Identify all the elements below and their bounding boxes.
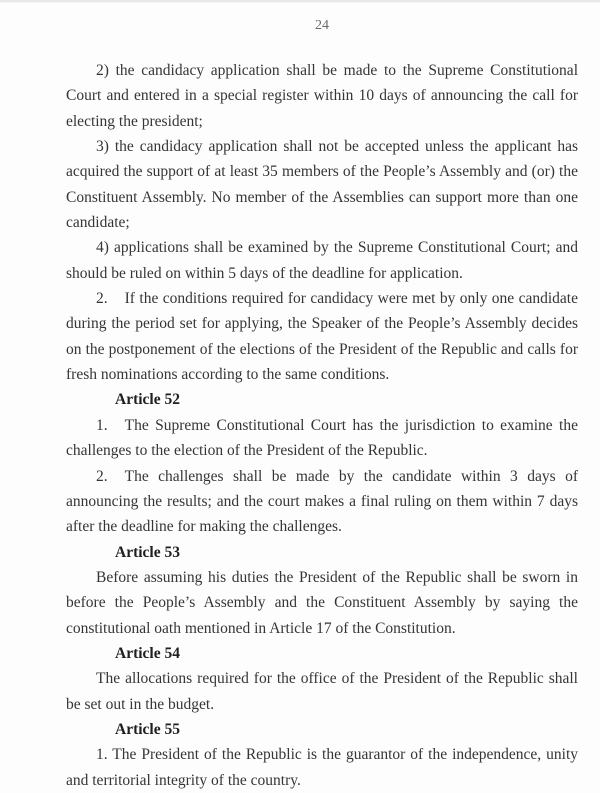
paragraph-number: 2. <box>96 467 108 485</box>
paragraph-number: 2. <box>96 290 108 308</box>
document-body <box>66 58 578 793</box>
page-top-edge-divider <box>0 0 600 3</box>
page-number: 24 <box>315 18 329 33</box>
article-heading: Article 52 <box>115 391 180 409</box>
paragraph: 3) the candidacy application shall not be accepted unless the applicant has acquired the support of at least 35 members of the People’s Assembly and (or) the Constituent Assembly. No member of the Assemblies can support more than one candidate; <box>66 138 578 232</box>
paragraph <box>66 413 578 464</box>
paragraph: 4) applications shall be examined by the Supreme Constitutional Court; and should be ruled on within 5 days of the deadline for application. <box>66 239 578 282</box>
paragraph: Before assuming his duties the President of the Republic shall be sworn in before the People’s Assembly and the Constituent Assembly by saying the constitutional oath mentioned in Article 17 of the Constitution. <box>66 568 578 637</box>
article-heading: Article 54 <box>115 644 180 662</box>
paragraph-text: If the conditions required for candidacy were met by only one candidate during the period set for applying, the Speaker of the People’s Assembly decides on the postponement of the elections of the President of the Republic and calls for fresh nominations according to the same conditions. <box>66 290 578 384</box>
paragraph-text: The challenges shall be made by the candidate within 3 days of announcing the results; and the court makes a final ruling on them within 7 days after the deadline for making the challenges. <box>66 467 578 536</box>
paragraph: The allocations required for the office of the President of the Republic shall be set out in the budget. <box>66 670 578 713</box>
paragraph <box>66 464 578 540</box>
paragraph: 2) the candidacy application shall be made to the Supreme Constitutional Court and entered in a special register within 10 days of announcing the call for electing the president; <box>66 62 578 130</box>
paragraph-number: 1. <box>96 416 108 434</box>
article-heading: Article 55 <box>115 720 180 738</box>
paragraph <box>66 286 578 387</box>
article-heading: Article 53 <box>115 543 180 561</box>
paragraph: 1. The President of the Republic is the guarantor of the independence, unity and territorial integrity of the country. <box>66 746 578 789</box>
paragraph-text: The Supreme Constitutional Court has the jurisdiction to examine the challenges to the election of the President of the Republic. <box>66 416 578 460</box>
